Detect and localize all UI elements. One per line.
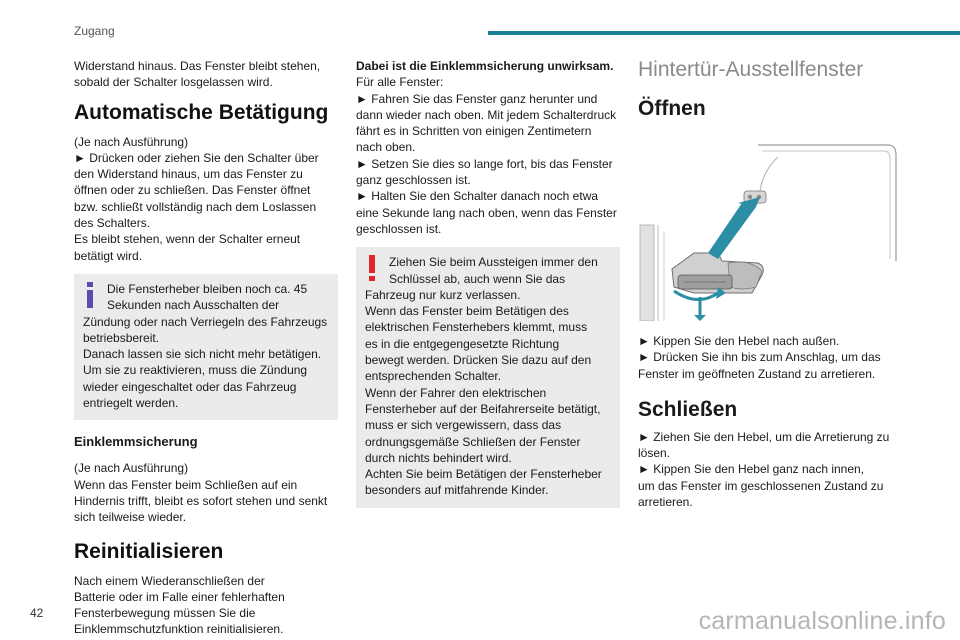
header-accent-bar	[488, 31, 960, 35]
text-line: ► Halten Sie den Schalter danach noch etwa	[356, 189, 599, 204]
note-line: muss er sich vergewissern, dass das	[365, 418, 562, 433]
text-line: ganz geschlossen ist.	[356, 173, 471, 188]
note-line: Fensterheber auf der Beifahrerseite betätigt,	[365, 401, 601, 416]
note-line: Sekunden nach Ausschalten der	[107, 298, 280, 313]
text-line: des Schalters.	[74, 216, 151, 231]
note-line: ordnungsgemäße Schließen der Fenster	[365, 434, 581, 449]
warning-note-box	[356, 247, 620, 507]
text-line: ► Kippen Sie den Hebel nach außen.	[638, 334, 840, 348]
section-title: Hintertür-Ausstellfenster	[638, 58, 864, 81]
note-line: bewegt werden. Drücken Sie dazu auf den	[365, 353, 592, 368]
watermark: carmanualsonline.info	[698, 607, 946, 635]
text-line: Einklemmschutzfunktion reinitialisieren.	[74, 622, 284, 637]
note-line: Um sie zu reaktivieren, muss die Zündung	[83, 363, 308, 378]
text-line: Widerstand hinaus. Das Fenster bleibt stehen,	[74, 59, 321, 73]
text-line: fährt es in Schritten von einigen Zentimetern	[356, 124, 592, 139]
text-line: eine Sekunde lang nach oben, wenn das Fenster	[356, 205, 617, 220]
column-middle	[356, 58, 620, 518]
text-line: ► Drücken oder ziehen Sie den Schalter über	[74, 150, 319, 165]
rear-window-latch-illustration	[638, 141, 900, 321]
text-line: arretieren.	[638, 495, 693, 510]
note-line: entsprechenden Schalter.	[365, 369, 502, 384]
heading-anti-pinch: Einklemmsicherung	[74, 434, 198, 450]
text-line: bzw. schließt vollständig nach dem Loslassen	[74, 199, 317, 214]
text-line: sich teilweise wieder.	[74, 510, 187, 525]
warning-icon	[365, 255, 379, 281]
running-header: Zugang	[74, 24, 115, 38]
text-line: lösen.	[638, 446, 671, 461]
text-line: (Je nach Ausführung)	[74, 134, 189, 149]
note-line: Die Fensterheber bleiben noch ca. 45	[107, 281, 308, 296]
note-line: wieder eingeschaltet oder das Fahrzeug	[83, 379, 297, 394]
heading-reinitialise: Reinitialisieren	[74, 539, 224, 563]
text-line: öffnen oder zu schließen. Das Fenster öffnet	[74, 183, 311, 198]
page-number: 42	[30, 606, 44, 620]
note-line: betriebsbereit.	[83, 330, 160, 345]
latch-diagram	[638, 141, 900, 321]
info-note-box	[74, 274, 338, 420]
note-line: besonders auf mitfahrende Kinder.	[365, 483, 549, 498]
text-line: sobald der Schalter losgelassen wird.	[74, 75, 273, 90]
text-line: Fensterbewegung müssen Sie die	[74, 606, 256, 621]
text-line: ► Fahren Sie das Fenster ganz herunter und	[356, 91, 598, 106]
text-line: ► Setzen Sie dies so lange fort, bis das Fenster	[356, 156, 613, 171]
column-left	[74, 58, 338, 638]
note-line: durch nichts behindert wird.	[365, 450, 512, 465]
text-line: betätigt wird.	[74, 248, 143, 263]
text-line: Es bleibt stehen, wenn der Schalter erneut	[74, 232, 301, 247]
note-line: entriegelt werden.	[83, 396, 179, 411]
heading-close: Schließen	[638, 397, 738, 421]
text-line: Fenster im geöffneten Zustand zu arretieren.	[638, 366, 876, 381]
heading-automatic-operation: Automatische Betätigung	[74, 100, 329, 124]
heading-open: Öffnen	[638, 97, 706, 120]
note-line: Zündung oder nach Verriegeln des Fahrzeugs	[83, 314, 328, 329]
note-line: es in die entgegengesetzte Richtung	[365, 336, 560, 351]
text-line-bold: Dabei ist die Einklemmsicherung unwirksam.	[356, 59, 614, 73]
text-line: nach oben.	[356, 140, 416, 155]
text-line: ► Ziehen Sie den Hebel, um die Arretierung zu	[638, 429, 890, 444]
note-line: Danach lassen sie sich nicht mehr betätigen.	[83, 347, 322, 362]
note-line: Schlüssel ab, auch wenn Sie das	[389, 271, 566, 286]
column-right	[638, 58, 900, 510]
text-line: Batterie oder im Falle einer fehlerhaften	[74, 589, 285, 604]
text-line: Hindernis trifft, bleibt es sofort stehen und senkt	[74, 493, 328, 508]
note-line: Wenn das Fenster beim Betätigen des	[365, 304, 569, 319]
text-line: den Widerstand hinaus, um das Fenster zu	[74, 167, 303, 182]
text-line: Wenn das Fenster beim Schließen auf ein	[74, 477, 298, 492]
note-line: Achten Sie beim Betätigen der Fensterheber	[365, 467, 602, 482]
text-line: ► Drücken Sie ihn bis zum Anschlag, um das	[638, 350, 881, 365]
text-line: um das Fenster im geschlossenen Zustand zu	[638, 478, 884, 493]
pointer-arrow-shape	[708, 203, 756, 259]
text-line: Für alle Fenster:	[356, 75, 444, 90]
info-icon	[83, 282, 97, 308]
note-line: Wenn der Fahrer den elektrischen	[365, 385, 547, 400]
note-line: Fahrzeug nur kurz verlassen.	[365, 287, 521, 302]
text-line: (Je nach Ausführung)	[74, 461, 189, 476]
text-line: Nach einem Wiederanschließen der	[74, 573, 265, 588]
text-line: dann wieder nach oben. Mit jedem Schalterdruck	[356, 107, 617, 122]
note-line: Ziehen Sie beim Aussteigen immer den	[389, 255, 598, 270]
text-line: ► Kippen Sie den Hebel ganz nach innen,	[638, 462, 865, 477]
note-line: elektrischen Fensterhebers klemmt, muss	[365, 320, 588, 335]
text-line: geschlossen ist.	[356, 221, 442, 236]
